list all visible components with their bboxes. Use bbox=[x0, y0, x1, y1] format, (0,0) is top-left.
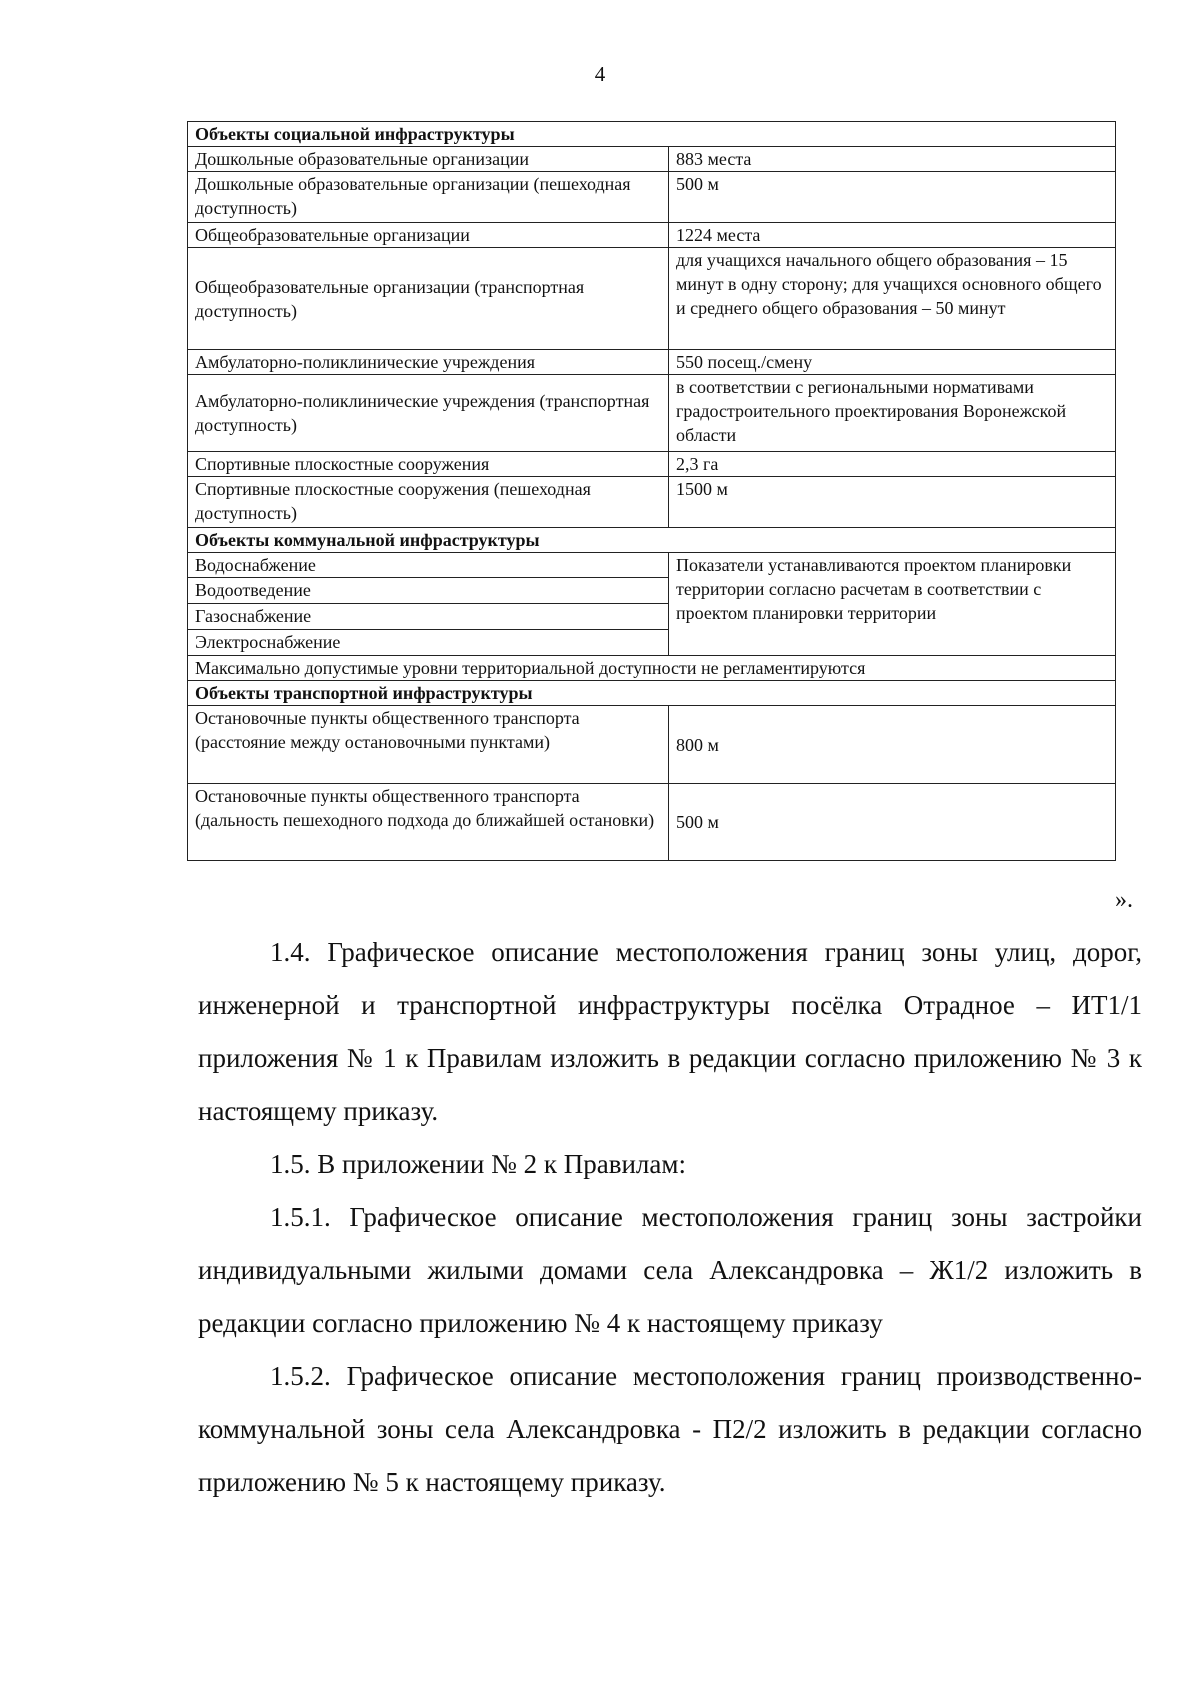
paragraph-1-5-1: 1.5.1. Графическое описание местоположения границ зоны застройки индивидуальными жилыми домами села Александровка – Ж1/2 изложить в редакции согласно приложению № 4 к настоящему приказу bbox=[198, 1202, 1142, 1338]
row-label: Общеобразовательные организации bbox=[188, 223, 669, 248]
row-label: Амбулаторно-поликлинические учреждения (транспортная доступность) bbox=[188, 375, 669, 452]
row-label: Спортивные плоскостные сооружения bbox=[188, 452, 669, 477]
row-value: 800 м bbox=[669, 706, 1116, 784]
row-label: Амбулаторно-поликлинические учреждения bbox=[188, 350, 669, 375]
section-header-communal: Объекты коммунальной инфраструктуры bbox=[188, 528, 1116, 553]
table-row bbox=[188, 375, 1116, 452]
paragraph-1-5-2: 1.5.2. Графическое описание местоположения границ производственно-коммунальной зоны села Александровка - П2/2 изложить в редакции согласно приложению № 5 к настоящему приказу. bbox=[198, 1361, 1142, 1497]
row-label: Газоснабжение bbox=[188, 604, 669, 630]
section-header-transport: Объекты транспортной инфраструктуры bbox=[188, 681, 1116, 706]
communal-note: Максимально допустимые уровни территориальной доступности не регламентируются bbox=[188, 656, 1116, 681]
row-value: 550 посещ./смену bbox=[669, 350, 1116, 375]
row-label: Остановочные пункты общественного транспорта (дальность пешеходного подхода до ближайшей остановки) bbox=[188, 784, 669, 861]
infrastructure-table bbox=[187, 121, 1116, 861]
table-row bbox=[188, 172, 1116, 223]
row-label: Электроснабжение bbox=[188, 630, 669, 656]
table-row bbox=[188, 477, 1116, 528]
paragraph-1-4: 1.4. Графическое описание местоположения границ зоны улиц, дорог, инженерной и транспортной инфраструктуры посёлка Отрадное – ИТ1/1 приложения № 1 к Правилам изложить в редакции согласно приложению № 3 к настоящему приказу. bbox=[198, 937, 1142, 1126]
table-row bbox=[188, 784, 1116, 861]
row-value: 883 места bbox=[669, 147, 1116, 172]
communal-value: Показатели устанавливаются проектом планировки территории согласно расчетам в соответствии с проектом планировки территории bbox=[669, 553, 1116, 656]
row-label: Дошкольные образовательные организации bbox=[188, 147, 669, 172]
row-label: Водоснабжение bbox=[188, 553, 669, 578]
table-row bbox=[188, 452, 1116, 477]
row-value: для учащихся начального общего образования – 15 минут в одну сторону; для учащихся основного общего и среднего общего образования – 50 минут bbox=[669, 248, 1116, 350]
row-value: 500 м bbox=[669, 172, 1116, 223]
row-label: Остановочные пункты общественного транспорта (расстояние между остановочными пунктами) bbox=[188, 706, 669, 784]
page-number: 4 bbox=[594, 62, 606, 86]
row-value: 1500 м bbox=[669, 477, 1116, 528]
table-closing-quote: ». bbox=[1115, 887, 1133, 913]
table-row bbox=[188, 706, 1116, 784]
table-row bbox=[188, 553, 1116, 578]
row-label: Спортивные плоскостные сооружения (пешеходная доступность) bbox=[188, 477, 669, 528]
row-value: 2,3 га bbox=[669, 452, 1116, 477]
row-label: Дошкольные образовательные организации (пешеходная доступность) bbox=[188, 172, 669, 223]
row-label: Общеобразовательные организации (транспортная доступность) bbox=[188, 248, 669, 350]
row-value: в соответствии с региональными нормативами градостроительного проектирования Воронежской области bbox=[669, 375, 1116, 452]
row-value: 500 м bbox=[669, 784, 1116, 861]
table-row bbox=[188, 248, 1116, 350]
paragraph-1-5: 1.5. В приложении № 2 к Правилам: bbox=[270, 1149, 686, 1179]
table-row bbox=[188, 350, 1116, 375]
row-value: 1224 места bbox=[669, 223, 1116, 248]
row-label: Водоотведение bbox=[188, 578, 669, 604]
table-row bbox=[188, 223, 1116, 248]
section-header-social: Объекты социальной инфраструктуры bbox=[188, 122, 1116, 147]
table-row bbox=[188, 147, 1116, 172]
